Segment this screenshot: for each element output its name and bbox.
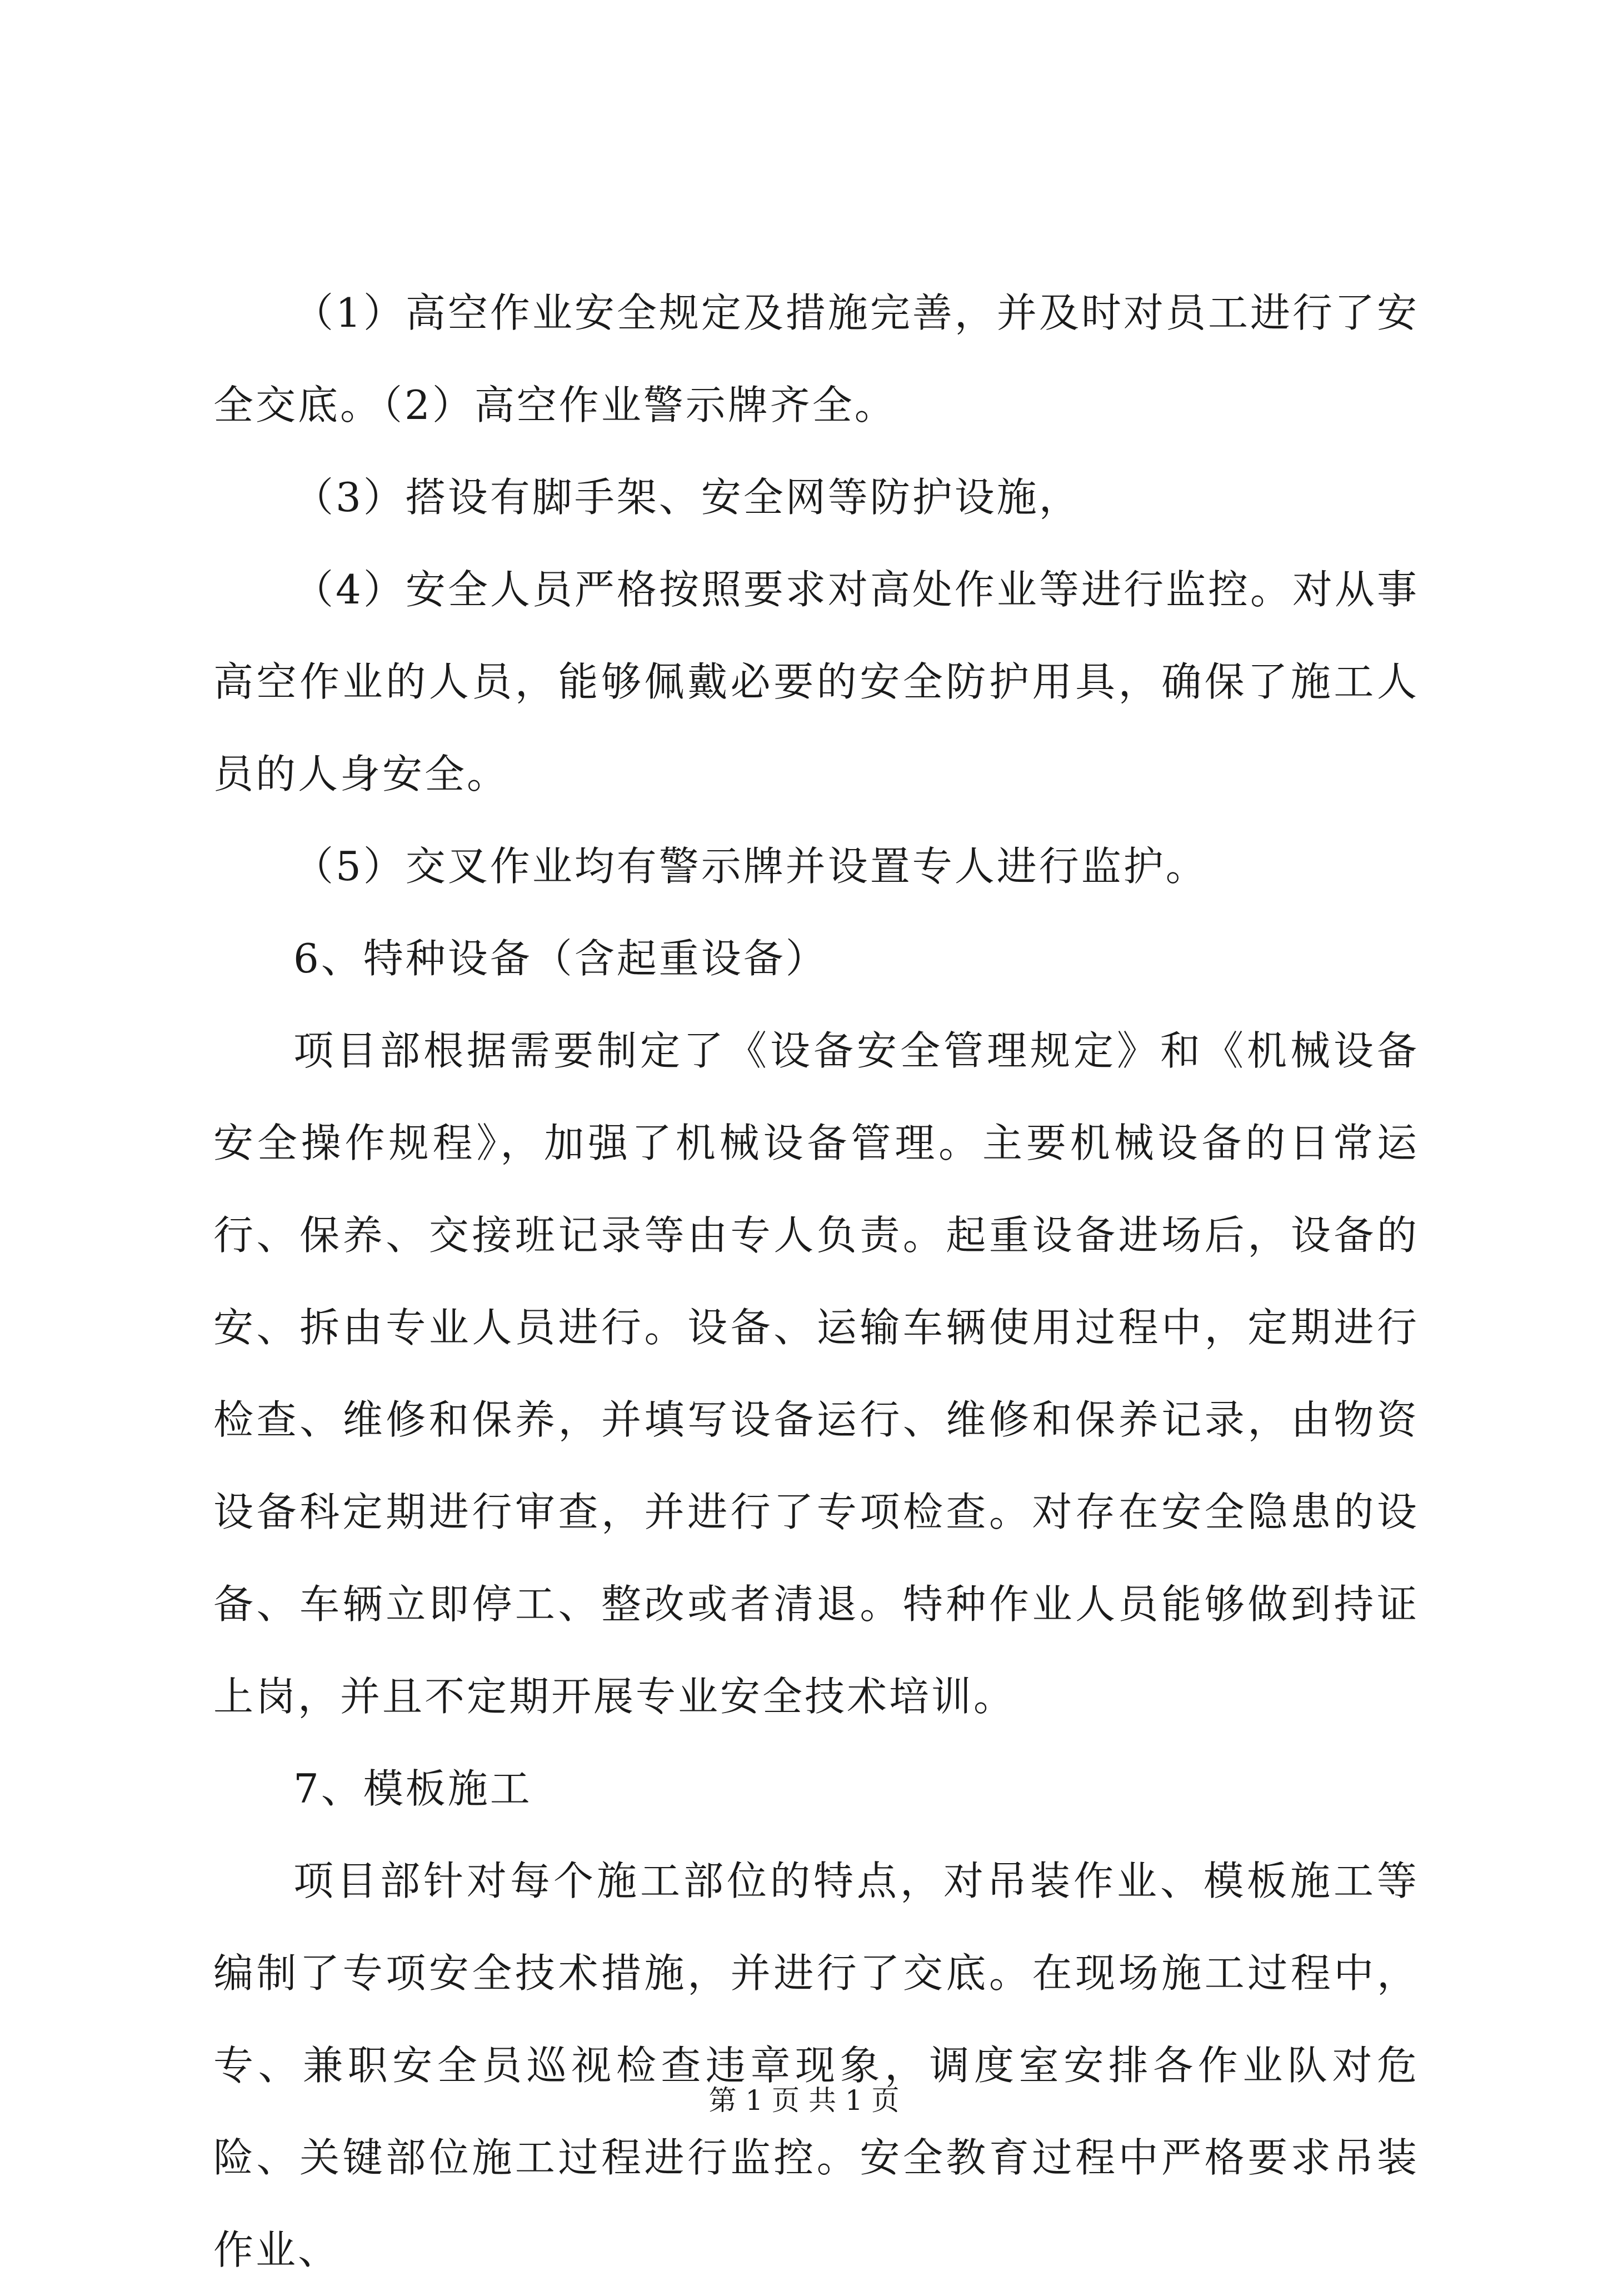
paragraph-cross-operations: （5）交叉作业均有警示牌并设置专人进行监护。: [293, 843, 1208, 890]
section-heading-special-equipment: 6、特种设备（含起重设备）: [293, 935, 828, 982]
paragraph-high-altitude-rules: （1）高空作业安全规定及措施完善，并及时对员工进行了安全交底。（2）高空作业警示牌齐全。: [213, 290, 1419, 428]
paragraph-scaffolding: （3）搭设有脚手架、安全网等防护设施，: [293, 474, 1081, 521]
paragraph-safety-monitoring: （4）安全人员严格按照要求对高处作业等进行监控。对从事高空作业的人员，能够佩戴必要的安全防护用具，确保了施工人员的人身安全。: [213, 566, 1419, 797]
document-body: [213, 267, 1419, 2296]
page-number-footer: 第 1 页 共 1 页: [708, 2084, 900, 2117]
paragraph-formwork-measures: 项目部针对每个施工部位的特点，对吊装作业、模板施工等编制了专项安全技术措施，并进行了交底。在现场施工过程中，专、兼职安全员巡视检查违章现象，调度室安排各作业队对危险、关键部位施工过程进行监控。安全教育过程中严格要求吊装作业、: [213, 1858, 1419, 2273]
section-heading-formwork: 7、模板施工: [293, 1765, 532, 1812]
paragraph-equipment-management: 项目部根据需要制定了《设备安全管理规定》和《机械设备安全操作规程》，加强了机械设备管理。主要机械设备的日常运行、保养、交接班记录等由专人负责。起重设备进场后，设备的安、拆由专业人员进行。设备、运输车辆使用过程中，定期进行检查、维修和保养，并填写设备运行、维修和保养记录，由物资设备科定期进行审查，并进行了专项检查。对存在安全隐患的设备、车辆立即停工、整改或者清退。特种作业人员能够做到持证上岗，并且不定期开展专业安全技术培训。: [213, 1027, 1419, 1720]
